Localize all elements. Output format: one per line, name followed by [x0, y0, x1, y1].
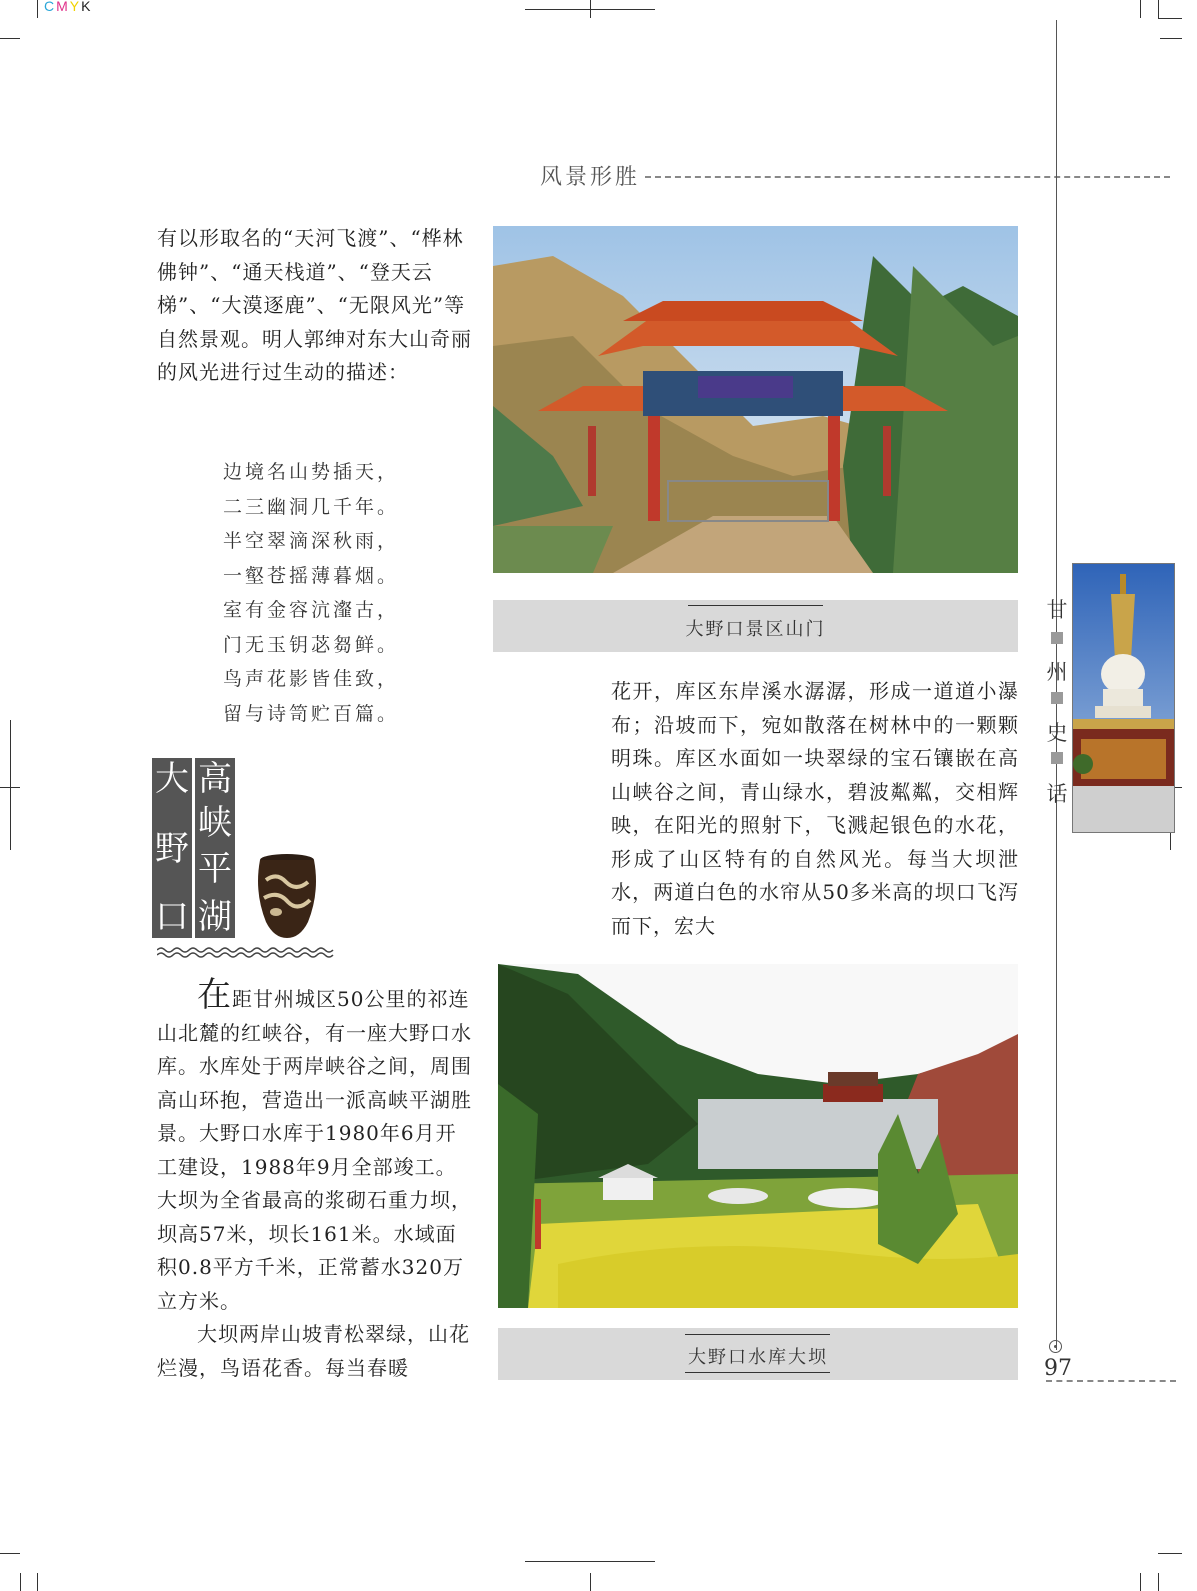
footer-dashed-rule — [1046, 1380, 1176, 1382]
poem — [223, 455, 399, 731]
dam-caption: 大野口水库大坝 — [688, 1347, 828, 1368]
subtitle-col-1: 大 野 口 — [152, 758, 192, 938]
subtitle-col-2: 高 峡 平 湖 — [195, 758, 235, 938]
poem-line: 室有金容沆瀣古， — [223, 599, 400, 621]
poem-line: 门无玉钥苾芻鲜。 — [223, 633, 400, 656]
series-title-char: 州 — [1046, 660, 1068, 684]
crop-mark — [1140, 1573, 1141, 1591]
gate-caption: 大野口景区山门 — [685, 619, 826, 640]
crop-mark — [10, 720, 11, 850]
dam-photo — [498, 964, 1018, 1308]
header-dashed-rule — [645, 176, 1170, 178]
body-paragraph-1: 在距甘州城区50公里的祁连山北麓的红峡谷，有一座大野口水库。水库处于两岸峡谷之间，周围高山环抱，营造出一派高峡平湖胜景。大野口水库于1980年6月开工建设，1988年9月全部竣工。大坝为全省最高的浆砌石重力坝，坝高57米，坝长161米。水域面积0.8平方千米，正常蓄水320万立方米。 — [157, 975, 472, 1313]
crop-mark — [1158, 0, 1159, 18]
crop-mark — [1158, 18, 1182, 19]
caption-rule — [685, 1334, 830, 1335]
series-title-square — [1051, 632, 1063, 644]
poem-line: 留与诗笥贮百篇。 — [223, 702, 400, 725]
stupa-photo — [1072, 563, 1175, 833]
poem-line: 鸟声花影皆佳致， — [223, 668, 400, 690]
series-title-char: 甘 — [1046, 598, 1068, 622]
wave-divider — [157, 943, 337, 955]
dam-caption-box — [498, 1328, 1018, 1380]
crop-mark — [0, 1553, 20, 1554]
crop-mark — [525, 1561, 655, 1562]
cmyk-marker: CMYK — [44, 0, 93, 14]
series-title-char: 史 — [1046, 721, 1068, 745]
crop-mark — [1158, 1573, 1159, 1591]
crop-mark — [37, 1573, 38, 1591]
series-title-square — [1051, 692, 1063, 704]
page-marker-icon — [1049, 1340, 1062, 1353]
pottery-jar-image — [252, 852, 322, 940]
series-title-square — [1051, 752, 1063, 764]
page-number: 97 — [1044, 1356, 1072, 1381]
body-right: 花开，库区东岸溪水潺潺，形成一道道小瀑布；沿坡而下，宛如散落在树林中的一颗颗明珠。库区水面如一块翠绿的宝石镶嵌在高山峡谷之间，青山绿水，碧波粼粼，交相辉映，在阳光的照射下，飞溅起银色的水花，形成了山区特有的自然风光。每当大坝泄水，两道白色的水帘从50多米高的坝口飞泻而下，宏大 — [611, 679, 1019, 938]
crop-mark — [590, 0, 591, 18]
caption-rule — [688, 605, 823, 606]
crop-mark — [1140, 0, 1141, 18]
crop-mark — [1160, 38, 1182, 39]
crop-mark — [20, 1573, 21, 1591]
body-paragraph-2: 大坝两岸山坡青松翠绿，山花烂漫，鸟语花香。每当春暖 — [157, 1322, 470, 1380]
gate-photo — [493, 226, 1018, 573]
poem-line: 边境名山势插天， — [223, 461, 400, 483]
body-left — [157, 975, 477, 1385]
series-title-char: 话 — [1046, 782, 1068, 806]
poem-line: 二三幽洞几千年。 — [223, 495, 400, 518]
poem-line: 半空翠滴深秋雨， — [223, 530, 400, 552]
crop-mark — [590, 1573, 591, 1591]
intro-paragraph: 有以形取名的“天河飞渡”、“桦林佛钟”、“通天栈道”、“登天云梯”、“大漠逐鹿”、“无限风光”等自然景观。明人郭绅对东大山奇丽的风光进行过生动的描述： — [157, 226, 472, 384]
gate-caption-box — [493, 600, 1018, 652]
crop-mark — [1158, 1553, 1182, 1554]
caption-rule — [685, 1372, 830, 1373]
section-title: 风景形胜 — [540, 165, 641, 190]
crop-mark — [37, 0, 38, 18]
poem-line: 一壑苍摇薄暮烟。 — [223, 564, 400, 587]
crop-mark — [0, 38, 20, 39]
drop-cap: 在 — [197, 975, 232, 1015]
